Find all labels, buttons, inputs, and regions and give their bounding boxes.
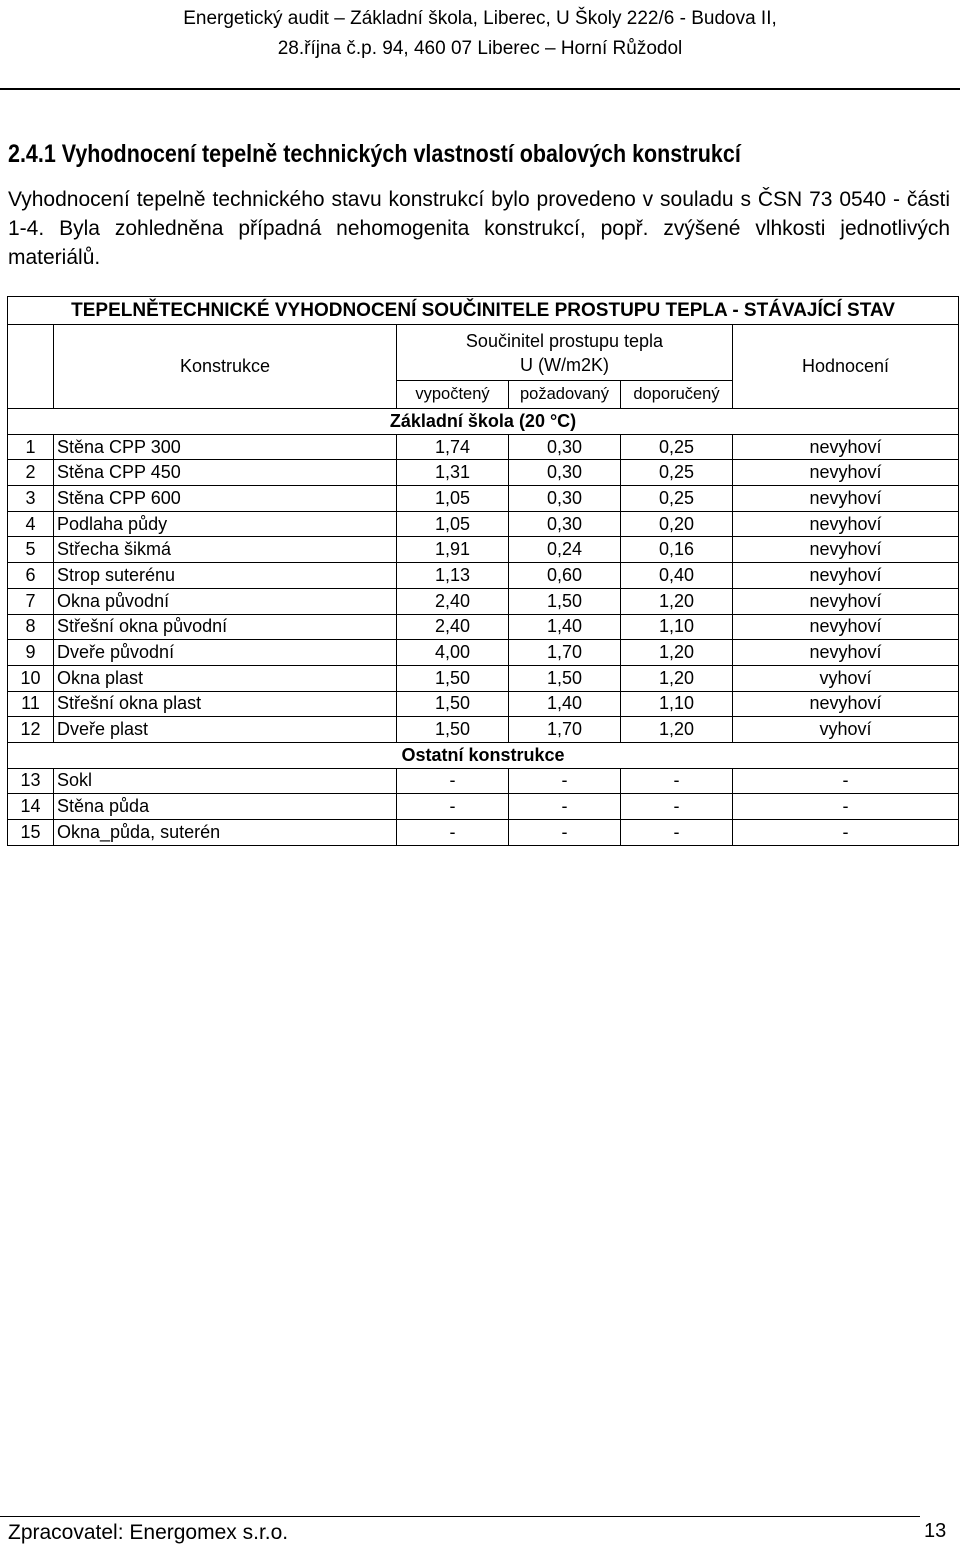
- row-number: 5: [8, 537, 54, 563]
- row-evaluation: nevyhoví: [733, 434, 959, 460]
- table-row: [8, 820, 959, 846]
- header-divider: [0, 88, 960, 90]
- u-value-table: [7, 296, 959, 846]
- row-u-required: 1,70: [509, 640, 621, 666]
- header-line-1: Energetický audit – Základní škola, Liberec, U Školy 222/6 - Budova II,: [183, 8, 777, 29]
- header-doporuceny: doporučený: [621, 381, 733, 409]
- row-number: 13: [8, 768, 54, 794]
- row-construction-name: Strop suterénu: [54, 563, 397, 589]
- row-u-required: 1,40: [509, 614, 621, 640]
- row-u-calculated: 1,13: [397, 563, 509, 589]
- row-number: 6: [8, 563, 54, 589]
- header-line-2: 28.října č.p. 94, 460 07 Liberec – Horní Růžodol: [277, 38, 683, 59]
- row-u-recommended: 0,25: [621, 486, 733, 512]
- table-row: [8, 563, 959, 589]
- row-evaluation: nevyhoví: [733, 691, 959, 717]
- row-evaluation: vyhoví: [733, 717, 959, 743]
- row-u-calculated: 1,74: [397, 434, 509, 460]
- row-u-recommended: -: [621, 820, 733, 846]
- row-construction-name: Podlaha půdy: [54, 511, 397, 537]
- section-zakladni-skola: Základní škola (20 °C): [8, 409, 959, 435]
- row-number: 12: [8, 717, 54, 743]
- row-u-required: 1,50: [509, 588, 621, 614]
- row-number: 15: [8, 820, 54, 846]
- row-evaluation: nevyhoví: [733, 486, 959, 512]
- row-number: 8: [8, 614, 54, 640]
- header-u-value-line-2: U (W/m2K): [520, 354, 609, 375]
- table-row: [8, 691, 959, 717]
- row-u-calculated: -: [397, 768, 509, 794]
- row-u-recommended: 1,10: [621, 691, 733, 717]
- row-u-calculated: 1,05: [397, 511, 509, 537]
- section-title: 2.4.1 Vyhodnocení tepelně technických vlastností obalových konstrukcí: [8, 140, 741, 168]
- row-u-recommended: 1,20: [621, 640, 733, 666]
- table-row: [8, 486, 959, 512]
- row-evaluation: nevyhoví: [733, 511, 959, 537]
- header-vypocteny: vypočtený: [397, 381, 509, 409]
- row-number: 4: [8, 511, 54, 537]
- row-construction-name: Stěna CPP 450: [54, 460, 397, 486]
- row-u-required: 0,30: [509, 460, 621, 486]
- row-evaluation: -: [733, 820, 959, 846]
- row-evaluation: nevyhoví: [733, 614, 959, 640]
- header-u-value-line-1: Součinitel prostupu tepla: [465, 330, 664, 351]
- row-u-calculated: 2,40: [397, 588, 509, 614]
- row-number: 2: [8, 460, 54, 486]
- row-number: 10: [8, 665, 54, 691]
- table-row: [8, 717, 959, 743]
- row-u-calculated: 1,50: [397, 717, 509, 743]
- row-u-recommended: 0,25: [621, 460, 733, 486]
- row-u-required: 0,30: [509, 434, 621, 460]
- row-u-required: -: [509, 820, 621, 846]
- page-number: 13: [924, 1520, 947, 1542]
- row-u-recommended: 0,25: [621, 434, 733, 460]
- row-u-required: 1,70: [509, 717, 621, 743]
- row-construction-name: Okna původní: [54, 588, 397, 614]
- table-row: [8, 794, 959, 820]
- table-row: [8, 588, 959, 614]
- row-number: 3: [8, 486, 54, 512]
- header-pozadovany: požadovaný: [509, 381, 621, 409]
- row-u-calculated: 2,40: [397, 614, 509, 640]
- row-u-recommended: 1,20: [621, 717, 733, 743]
- row-evaluation: vyhoví: [733, 665, 959, 691]
- header-konstrukce: Konstrukce: [54, 325, 397, 409]
- row-u-recommended: 0,16: [621, 537, 733, 563]
- row-construction-name: Střešní okna plast: [54, 691, 397, 717]
- intro-paragraph: Vyhodnocení tepelně technického stavu konstrukcí bylo provedeno v souladu s ČSN 73 0540 - části 1-4. Byla zohledněna případná nehomogenita konstrukcí, popř. zvýšené vlhkosti jednotlivých materiálů.: [8, 188, 950, 269]
- row-u-required: 0,60: [509, 563, 621, 589]
- row-number: 7: [8, 588, 54, 614]
- row-u-required: 0,30: [509, 486, 621, 512]
- header-hodnoceni: Hodnocení: [733, 325, 959, 409]
- row-u-calculated: -: [397, 820, 509, 846]
- row-evaluation: -: [733, 794, 959, 820]
- row-u-calculated: 4,00: [397, 640, 509, 666]
- row-u-calculated: 1,91: [397, 537, 509, 563]
- table-row: [8, 768, 959, 794]
- row-u-calculated: 1,50: [397, 665, 509, 691]
- row-u-recommended: 1,10: [621, 614, 733, 640]
- table-row: [8, 460, 959, 486]
- row-u-recommended: -: [621, 794, 733, 820]
- row-u-required: 1,40: [509, 691, 621, 717]
- row-u-recommended: 1,20: [621, 588, 733, 614]
- row-construction-name: Sokl: [54, 768, 397, 794]
- row-u-calculated: -: [397, 794, 509, 820]
- row-construction-name: Okna plast: [54, 665, 397, 691]
- table-title: TEPELNĚTECHNICKÉ VYHODNOCENÍ SOUČINITELE PROSTUPU TEPLA - STÁVAJÍCÍ STAV: [8, 297, 959, 325]
- table-row: [8, 537, 959, 563]
- row-evaluation: nevyhoví: [733, 588, 959, 614]
- table-row: [8, 511, 959, 537]
- row-u-recommended: -: [621, 768, 733, 794]
- row-construction-name: Stěna půda: [54, 794, 397, 820]
- table-row: [8, 434, 959, 460]
- row-number: 9: [8, 640, 54, 666]
- row-number: 11: [8, 691, 54, 717]
- row-u-required: -: [509, 794, 621, 820]
- row-evaluation: nevyhoví: [733, 640, 959, 666]
- row-u-calculated: 1,50: [397, 691, 509, 717]
- row-construction-name: Střecha šikmá: [54, 537, 397, 563]
- row-evaluation: nevyhoví: [733, 460, 959, 486]
- table-row: [8, 640, 959, 666]
- row-u-calculated: 1,05: [397, 486, 509, 512]
- row-construction-name: Střešní okna původní: [54, 614, 397, 640]
- row-u-recommended: 0,40: [621, 563, 733, 589]
- row-evaluation: nevyhoví: [733, 563, 959, 589]
- row-evaluation: nevyhoví: [733, 537, 959, 563]
- table-row: [8, 614, 959, 640]
- row-u-calculated: 1,31: [397, 460, 509, 486]
- page-header: [0, 4, 960, 64]
- row-construction-name: Stěna CPP 600: [54, 486, 397, 512]
- row-construction-name: Dveře plast: [54, 717, 397, 743]
- footer-processor: Zpracovatel: Energomex s.r.o.: [8, 1521, 289, 1544]
- row-construction-name: Okna_půda, suterén: [54, 820, 397, 846]
- row-evaluation: -: [733, 768, 959, 794]
- row-u-required: 0,24: [509, 537, 621, 563]
- row-u-recommended: 0,20: [621, 511, 733, 537]
- row-construction-name: Stěna CPP 300: [54, 434, 397, 460]
- header-blank-cell: [8, 325, 54, 409]
- header-u-value-group: [397, 325, 733, 381]
- row-number: 1: [8, 434, 54, 460]
- section-ostatni-konstrukce: Ostatní konstrukce: [8, 742, 959, 768]
- row-number: 14: [8, 794, 54, 820]
- row-u-required: 1,50: [509, 665, 621, 691]
- row-u-recommended: 1,20: [621, 665, 733, 691]
- table-row: [8, 665, 959, 691]
- row-construction-name: Dveře původní: [54, 640, 397, 666]
- row-u-required: -: [509, 768, 621, 794]
- row-u-required: 0,30: [509, 511, 621, 537]
- footer-divider: [0, 1516, 920, 1517]
